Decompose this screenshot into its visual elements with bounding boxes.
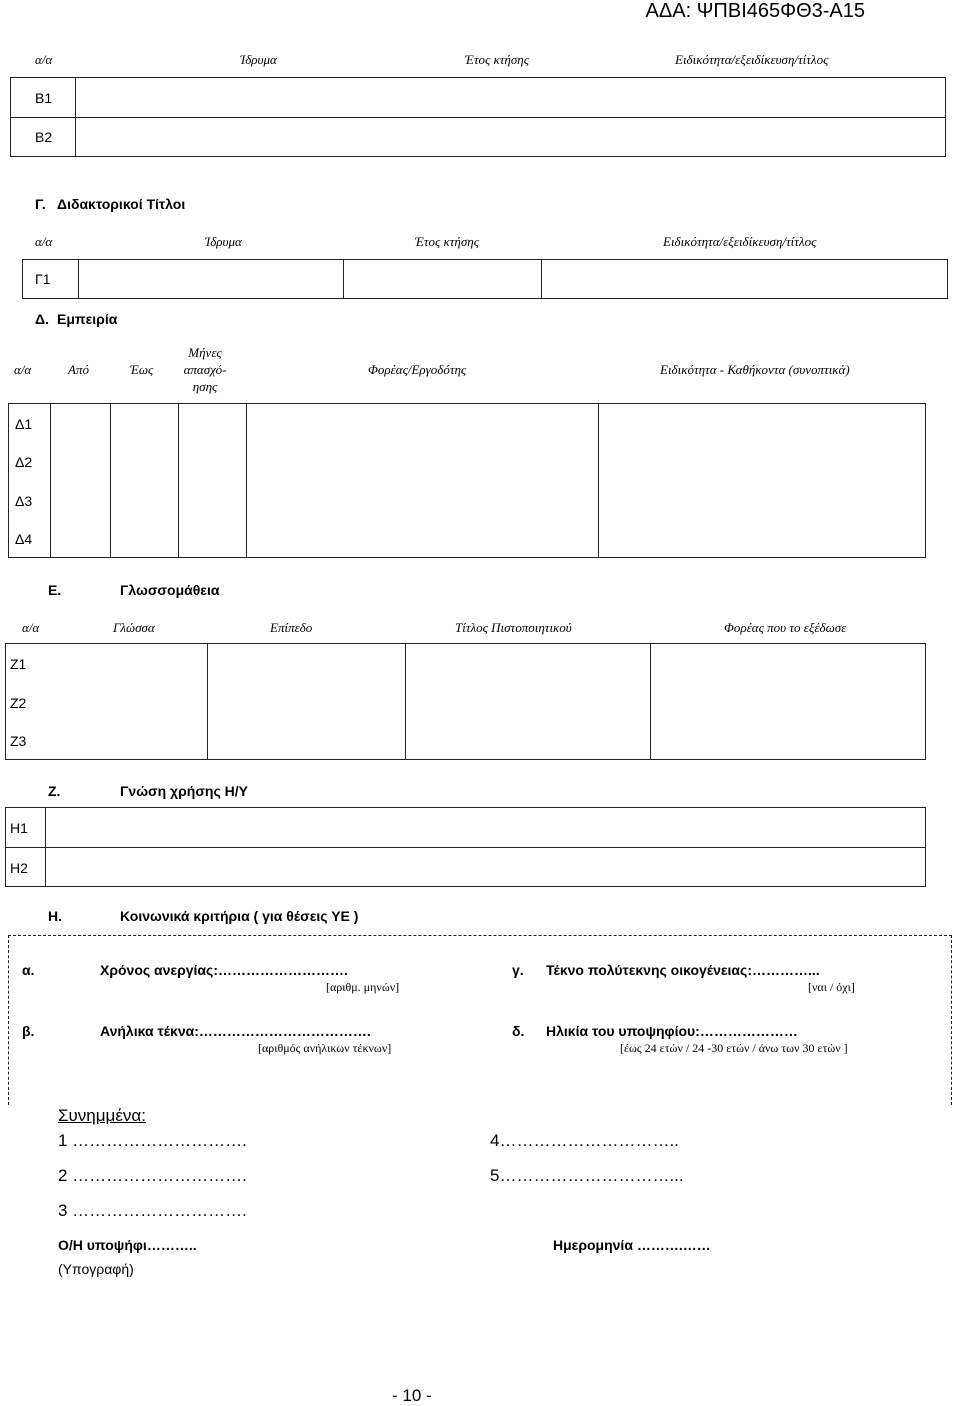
b-col-divider: [75, 77, 76, 157]
d-header-months-2: απασχό-: [183, 362, 227, 377]
h-d-label: Ηλικία του υποψηφίου:…………………: [546, 1023, 798, 1039]
c-section-title: Διδακτορικοί Τίτλοι: [57, 196, 186, 212]
d-header-months-3: ησης: [192, 379, 218, 394]
d-table: [8, 403, 926, 558]
attachment-1: 1 ………………………….: [58, 1131, 247, 1150]
e-header-aa: α/α: [22, 620, 40, 635]
d-header-aa: α/α: [14, 362, 32, 377]
attachment-3: 3 ………………………….: [58, 1201, 247, 1220]
signature-note: (Υπογραφή): [58, 1261, 134, 1277]
h-g-note: [ναι / όχι]: [808, 980, 855, 994]
z-section-letter: Ζ.: [48, 783, 61, 799]
b-header-aa: α/α: [35, 52, 53, 67]
d-section-title: Εμπειρία: [57, 311, 118, 327]
b-header-year: Έτος κτήσης: [465, 52, 529, 67]
z-section-title: Γνώση χρήσης Η/Υ: [120, 783, 248, 799]
c-table: [22, 259, 948, 299]
e-header-certificate: Τίτλος Πιστοποιητικού: [455, 620, 572, 635]
d-col-divider-3: [178, 403, 179, 558]
d-row-label-4: Δ4: [15, 531, 33, 547]
attachment-4: 4…………………………..: [490, 1131, 679, 1150]
e-section-title: Γλωσσομάθεια: [120, 582, 220, 598]
c-col-divider-3: [541, 259, 542, 299]
d-section-letter: Δ.: [35, 311, 49, 327]
e-table: [5, 643, 926, 760]
d-col-divider-4: [246, 403, 247, 558]
ada-code: ΑΔΑ: ΨΠΒΙ465ΦΘ3-Α15: [645, 0, 865, 22]
signature-date: Ημερομηνία ……….……: [553, 1237, 711, 1253]
e-section-letter: Ε.: [48, 582, 62, 598]
z-row-label-1: Η1: [10, 820, 28, 836]
d-header-employer: Φορέας/Εργοδότης: [368, 362, 467, 377]
b-header-specialty: Ειδικότητα/εξειδίκευση/τίτλος: [675, 52, 829, 67]
e-header-level: Επίπεδο: [270, 620, 313, 635]
h-criteria-box: [8, 935, 952, 1105]
attachment-2: 2 ………………………….: [58, 1166, 247, 1185]
e-header-language: Γλώσσα: [113, 620, 155, 635]
signature-candidate: Ο/Η υποψήφι………..: [58, 1237, 197, 1253]
h-g-label: Τέκνο πολύτεκνης οικογένειας:…………...: [546, 962, 820, 978]
d-row-label-3: Δ3: [15, 493, 33, 509]
page-number: - 10 -: [392, 1386, 432, 1405]
c-section-letter: Γ.: [35, 196, 46, 212]
d-row-label-1: Δ1: [15, 416, 33, 432]
b-row-divider: [10, 117, 946, 118]
d-header-from: Από: [68, 362, 89, 377]
h-a-letter: α.: [22, 962, 35, 978]
c-header-institution: Ίδρυμα: [205, 234, 242, 249]
e-row-label-1: Ζ1: [10, 656, 27, 672]
e-col-divider-1: [207, 643, 208, 760]
h-d-note: [έως 24 ετών / 24 -30 ετών / άνω των 30 ετών ]: [620, 1041, 848, 1055]
c-header-year: Έτος κτήσης: [415, 234, 479, 249]
attachment-5: 5…………………………...: [490, 1166, 684, 1185]
h-g-letter: γ.: [512, 962, 524, 978]
e-row-label-2: Ζ2: [10, 695, 27, 711]
h-section-letter: Η.: [48, 908, 62, 924]
h-b-note: [αριθμός ανήλικων τέκνων]: [258, 1041, 392, 1055]
d-col-divider-1: [50, 403, 51, 558]
d-header-to: Έως: [130, 362, 154, 377]
d-col-divider-5: [598, 403, 599, 558]
e-header-issuer: Φορέας που το εξέδωσε: [724, 620, 847, 635]
e-col-divider-3: [650, 643, 651, 760]
z-row-divider: [5, 847, 926, 848]
z-row-label-2: Η2: [10, 860, 28, 876]
b-row-label-1: Β1: [35, 90, 53, 106]
h-b-letter: β.: [22, 1023, 35, 1039]
c-row-label-1: Γ1: [35, 271, 51, 287]
d-header-specialty: Ειδικότητα - Καθήκοντα (συνοπτικά): [660, 362, 850, 377]
h-section-title: Κοινωνικά κριτήρια ( για θέσεις ΥΕ ): [120, 908, 359, 924]
h-d-letter: δ.: [512, 1023, 525, 1039]
c-header-specialty: Ειδικότητα/εξειδίκευση/τίτλος: [663, 234, 817, 249]
d-header-months-1: Μήνες: [188, 345, 222, 360]
e-row-label-3: Ζ3: [10, 733, 27, 749]
c-header-aa: α/α: [35, 234, 53, 249]
d-row-label-2: Δ2: [15, 454, 33, 470]
h-b-label: Ανήλικα τέκνα:……………………………….: [100, 1023, 371, 1039]
c-col-divider-1: [78, 259, 79, 299]
h-a-label: Χρόνος ανεργίας:……………………….: [100, 962, 348, 978]
e-col-divider-2: [405, 643, 406, 760]
z-col-divider: [45, 807, 46, 887]
d-col-divider-2: [110, 403, 111, 558]
h-a-note: [αριθμ. μηνών]: [326, 980, 400, 994]
attachments-title: Συνημμένα:: [58, 1106, 146, 1125]
b-header-institution: Ίδρυμα: [240, 52, 277, 67]
c-col-divider-2: [343, 259, 344, 299]
b-row-label-2: Β2: [35, 129, 53, 145]
